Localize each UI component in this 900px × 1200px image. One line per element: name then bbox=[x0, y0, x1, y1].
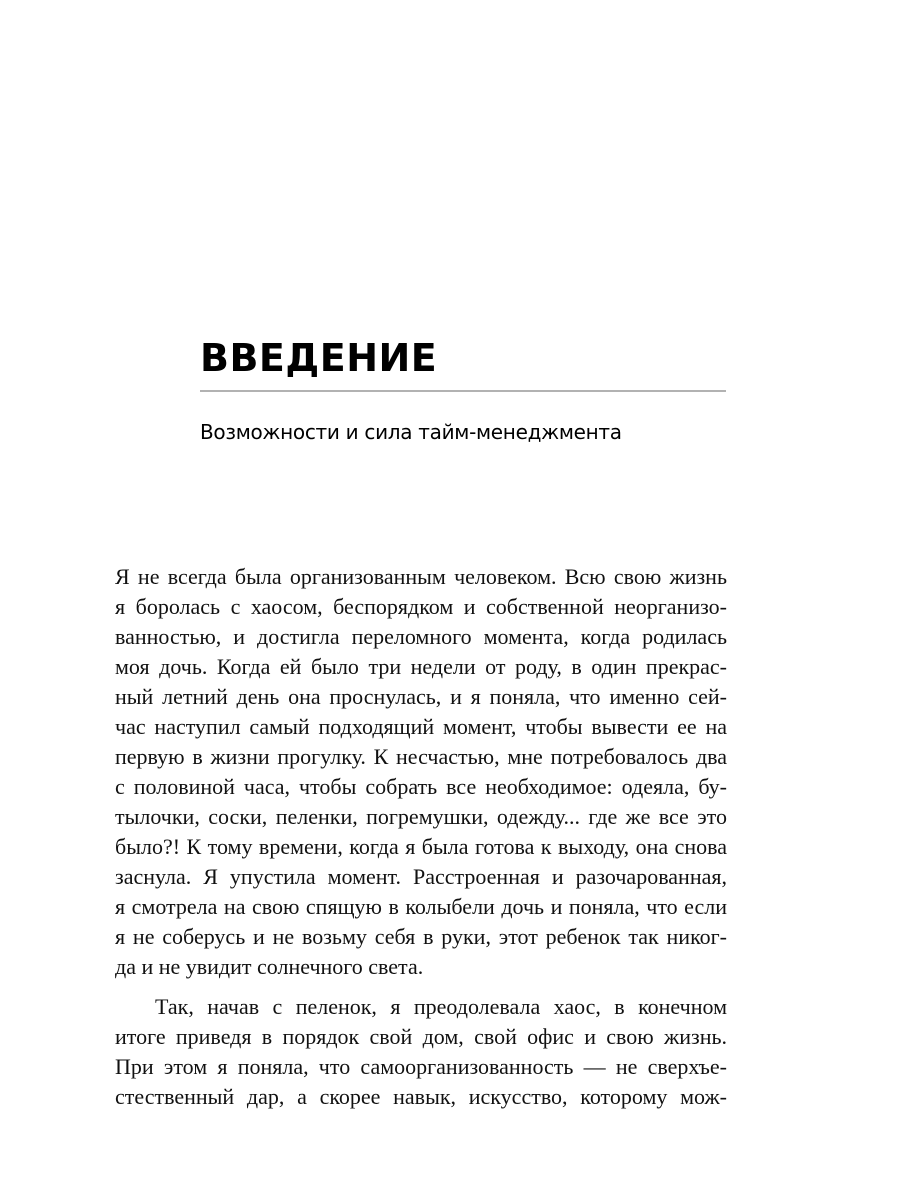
text-line: я не соберусь и не возьму себя в руки, этот ребенок так никог- bbox=[115, 924, 727, 949]
text-line: я смотрела на свою спящую в колыбели дочь и поняла, что если bbox=[115, 894, 727, 919]
text-line: тылочки, соски, пеленки, погремушки, одежду... где же все это bbox=[115, 804, 727, 829]
text-line: При этом я поняла, что самоорганизованность — не сверхъе- bbox=[115, 1054, 727, 1079]
text-line: Так, начав с пеленок, я преодолевала хаос, в конечном bbox=[155, 994, 727, 1019]
paragraph-2 bbox=[115, 992, 727, 1112]
text-line: моя дочь. Когда ей было три недели от роду, в один прекрас- bbox=[115, 654, 727, 679]
paragraph-1 bbox=[115, 562, 727, 982]
text-line: ный летний день она проснулась, и я поняла, что именно сей- bbox=[115, 684, 727, 709]
chapter-title: ВВЕДЕНИЕ bbox=[200, 336, 438, 380]
chapter-subtitle: Возможности и сила тайм-менеджмента bbox=[200, 420, 622, 444]
text-line: да и не увидит солнечного света. bbox=[115, 954, 424, 979]
text-line: Я не всегда была организованным человеком. Всю свою жизнь bbox=[115, 564, 727, 589]
title-divider bbox=[200, 390, 726, 392]
text-line: ванностью, и достигла переломного момента, когда родилась bbox=[115, 624, 727, 649]
paragraph-spacer bbox=[115, 982, 727, 992]
text-line: итоге приведя в порядок свой дом, свой офис и свою жизнь. bbox=[115, 1024, 727, 1049]
text-line: час наступил самый подходящий момент, чтобы вывести ее на bbox=[115, 714, 727, 739]
text-line: было?! К тому времени, когда я была готова к выходу, она снова bbox=[115, 834, 727, 859]
text-line: заснула. Я упустила момент. Расстроенная и разочарованная, bbox=[115, 864, 727, 889]
text-line: первую в жизни прогулку. К несчастью, мне потребовалось два bbox=[115, 744, 727, 769]
text-line: с половиной часа, чтобы собрать все необходимое: одеяла, бу- bbox=[115, 774, 727, 799]
chapter-body bbox=[115, 562, 727, 1112]
text-line: стественный дар, а скорее навык, искусство, которому мож- bbox=[115, 1084, 727, 1109]
text-line: я боролась с хаосом, беспорядком и собственной неорганизо- bbox=[115, 594, 727, 619]
